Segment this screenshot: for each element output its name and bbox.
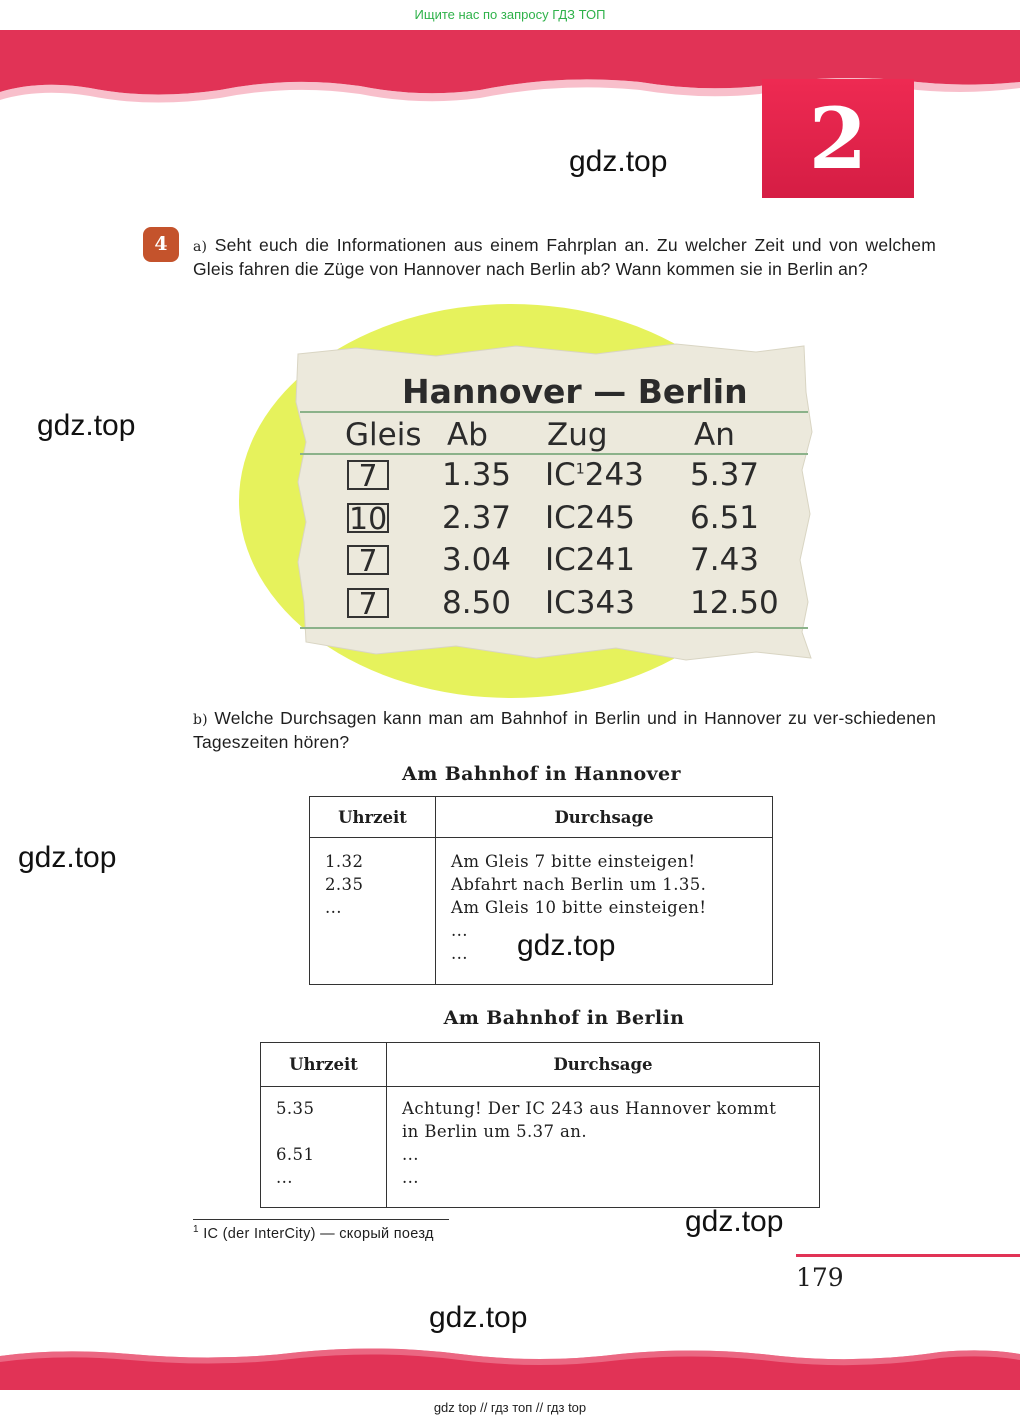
- berlin-table: [260, 1042, 820, 1208]
- chapter-number-box: 2: [762, 79, 914, 198]
- time-cell: [310, 838, 436, 985]
- time-entry: 1.32: [325, 852, 364, 871]
- message-entry: ...: [451, 921, 468, 940]
- column-an: An: [694, 417, 735, 453]
- timetable-title: Hannover — Berlin: [402, 372, 748, 411]
- message-entry: in Berlin um 5.37 an.: [402, 1122, 587, 1141]
- header-uhrzeit: Uhrzeit: [310, 797, 436, 838]
- time-cell: [261, 1087, 387, 1208]
- part-b-marker: b): [193, 712, 208, 728]
- departure-time: 1.35: [442, 457, 512, 493]
- berlin-heading: Am Bahnhof in Berlin: [443, 1007, 685, 1029]
- gleis-box: 7: [347, 460, 389, 490]
- header-uhrzeit: Uhrzeit: [261, 1043, 387, 1087]
- departure-time: 3.04: [442, 542, 512, 578]
- gleis-box: 7: [347, 545, 389, 575]
- arrival-time: 6.51: [690, 500, 760, 536]
- column-ab: Ab: [447, 417, 488, 453]
- header-durchsage: Durchsage: [387, 1043, 820, 1087]
- departure-time: 2.37: [442, 500, 512, 536]
- message-entry: ...: [451, 944, 468, 963]
- message-entry: Abfahrt nach Berlin um 1.35.: [451, 875, 707, 894]
- task-number-badge: 4: [143, 227, 179, 262]
- hannover-table: [309, 796, 773, 985]
- column-zug: Zug: [547, 417, 608, 453]
- train-id: IC241: [545, 542, 635, 578]
- column-gleis: Gleis: [345, 417, 422, 453]
- message-entry: Am Gleis 7 bitte einsteigen!: [451, 852, 696, 871]
- bottom-red-band: [0, 1346, 1020, 1396]
- watermark: gdz.top: [685, 1205, 784, 1238]
- arrival-time: 7.43: [690, 542, 760, 578]
- header-durchsage: Durchsage: [436, 797, 773, 838]
- watermark: gdz.top: [37, 409, 136, 442]
- gleis-box: 10: [349, 502, 388, 537]
- arrival-time: 5.37: [690, 457, 760, 493]
- part-b-text: Welche Durchsagen kann man am Bahnhof in Berlin und in Hannover zu ver-schiedenen Tageszeiten hören?: [193, 708, 937, 752]
- departure-time: 8.50: [442, 585, 512, 621]
- message-entry: ...: [402, 1168, 419, 1187]
- message-entry: ...: [402, 1145, 419, 1164]
- message-entry: Am Gleis 10 bitte einsteigen!: [451, 898, 707, 917]
- time-entry: 6.51: [276, 1145, 315, 1164]
- watermark: gdz.top: [429, 1301, 528, 1334]
- page-number: 179: [796, 1263, 844, 1292]
- footnote-rule: [193, 1219, 449, 1220]
- message-cell: [436, 838, 773, 985]
- message-entry: Achtung! Der IC 243 aus Hannover kommt: [402, 1099, 777, 1118]
- top-search-link[interactable]: Ищите нас по запросу ГДЗ ТОП: [414, 7, 606, 22]
- train-id: IC343: [545, 585, 635, 621]
- page-number-rule: [796, 1254, 1020, 1257]
- task-part-b: [193, 707, 936, 753]
- watermark: gdz.top: [18, 841, 117, 874]
- time-entry: 2.35: [325, 875, 364, 894]
- timetable-illustration: [236, 302, 816, 700]
- part-a-marker: a): [193, 239, 208, 255]
- time-entry: 5.35: [276, 1099, 315, 1118]
- time-entry: ...: [325, 898, 342, 917]
- part-a-text: Seht euch die Informationen aus einem Fahrplan an. Zu welcher Zeit und von welchem Gleis fahren die Züge von Hannover nach Berlin ab? Wann kommen sie in Berlin an?: [193, 235, 937, 279]
- train-id: IC245: [545, 500, 635, 536]
- time-entry: [276, 1120, 386, 1143]
- arrival-time: 12.50: [690, 585, 779, 621]
- bottom-links[interactable]: gdz top // гдз топ // гдз top: [433, 1400, 587, 1415]
- gleis-box: 7: [347, 588, 389, 618]
- watermark: gdz.top: [517, 929, 616, 962]
- watermark: gdz.top: [569, 145, 668, 178]
- train-id: $IC^1243$: [545, 457, 644, 493]
- footnote: $^1$ IC (der InterCity) — скорый поезд: [193, 1224, 434, 1242]
- time-entry: ...: [276, 1168, 293, 1187]
- hannover-heading: Am Bahnhof in Hannover: [402, 763, 681, 785]
- task-part-a: [193, 234, 936, 280]
- message-cell: [387, 1087, 820, 1208]
